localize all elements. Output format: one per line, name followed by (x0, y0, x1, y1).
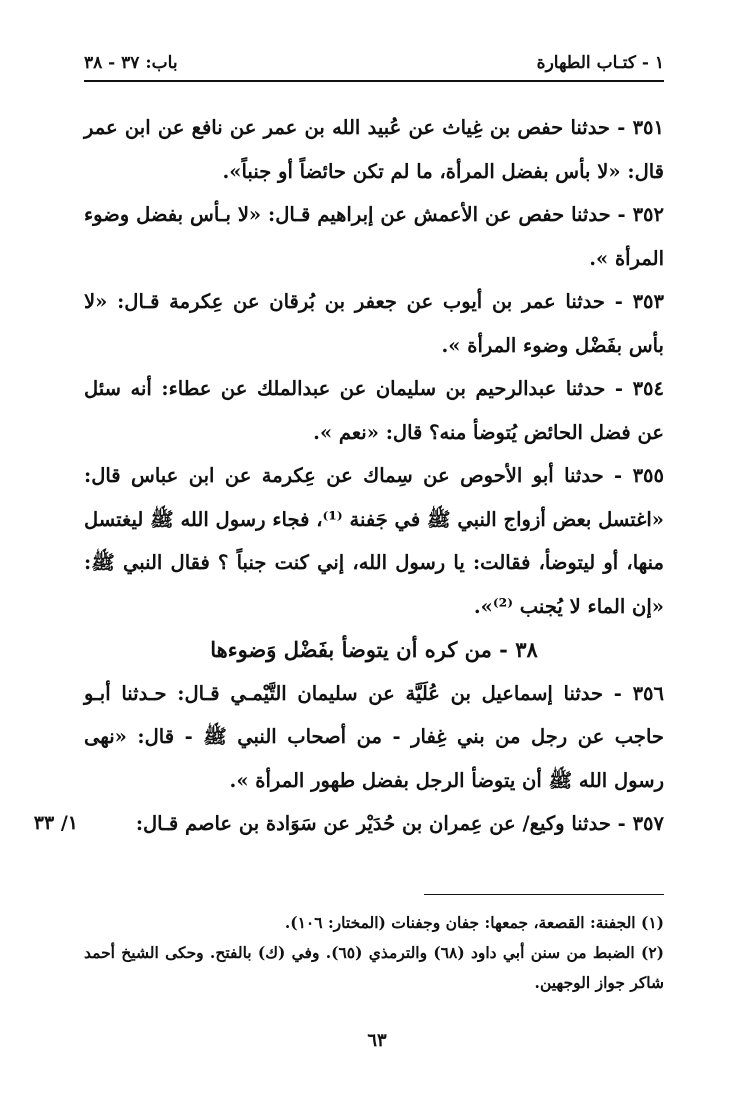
section-heading: ٣٨ - من كره أن يتوضأ بفَضْل وَضوءها (210, 637, 538, 662)
page-number: ٦٣ (367, 1030, 387, 1051)
chapter-title: ١ - كتـاب الطهارة (536, 53, 664, 73)
footnote-rule (424, 894, 664, 895)
hadith-351: ٣٥١ - حدثنا حفص بن غِياث عن عُبيد الله بن عمر عن نافع عن ابن عمر قال: «لا بأس بفضل المرأة، ما لم تكن حائضاً أو جنباً». (84, 116, 664, 183)
hadith-355: ٣٥٥ - حدثنا أبو الأحوص عن سِماك عن عِكرمة عن ابن عباس قال: «اغتسل بعض أزواج النبي ﷺ في جَفنة ⁽¹⁾، فجاء رسول الله ﷺ ليغتسل منها، أو ليتوضأ، فقالت: يا رسول الله، إني كنت جنباً ؟ فقال النبي ﷺ: «إن الماء لا يُجنب ⁽²⁾». (84, 464, 664, 618)
footnote-1: (١) الجفنة: القصعة، جمعها: جفان وجفنات (المختار: ١٠٦). (284, 913, 664, 932)
main-text (84, 106, 664, 846)
hadith-356: ٣٥٦ - حدثنا إسماعيل بن عُلَيَّة عن سليمان التَّيْمـي قـال: حـدثنا أبـو حاجب عن رجل من بني غِفار - من أصحاب النبي ﷺ - قال: «نهى رسول الله ﷺ أن يتوضأ الرجل بفضل طهور المرأة ». (84, 681, 664, 792)
hadith-352: ٣٥٢ - حدثنا حفص عن الأعمش عن إبراهيم قـال: «لا بـأس بفضل وضوء المرأة ». (84, 203, 664, 270)
hadith-353: ٣٥٣ - حدثنا عمر بن أيوب عن جعفر بن بُرقان عن عِكرمة قـال: «لا بأس بفَضْل وضوء المرأة ». (84, 290, 664, 357)
header-rule (84, 80, 664, 82)
chapter-range: باب: ٣٧ - ٣٨ (84, 53, 178, 73)
hadith-354: ٣٥٤ - حدثنا عبدالرحيم بن سليمان عن عبدالملك عن عطاء: أنه سئل عن فضل الحائض يُتوضأ منه؟ قال: «نعم ». (84, 377, 664, 444)
running-header (84, 48, 664, 78)
footnote-2: (٢) الضبط من سنن أبي داود (٦٨) والترمذي (٦٥). وفي (ك) بالفتح. وحكى الشيخ أحمد شاكر جواز الوجهين. (84, 943, 664, 992)
hadith-357: ٣٥٧ - حدثنا وكيع/ عن عِمران بن حُدَيْر عن سَوَادة بن عاصم قـال: (135, 812, 664, 835)
footnotes (84, 908, 664, 998)
margin-reference: ١/ ٣٣ (33, 812, 78, 834)
